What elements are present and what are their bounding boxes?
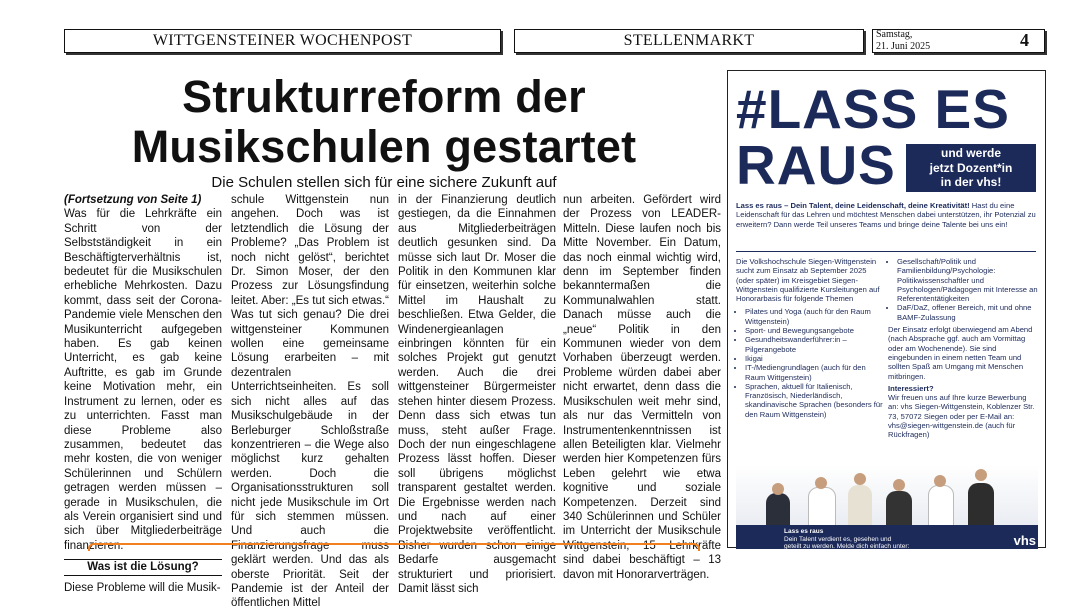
person-figure [928,485,954,527]
list-item: • IT-/Mediengrundlagen (auch für den Raum Wittgenstein) [745,363,884,382]
date-day: 21. Juni 2025 [876,41,931,52]
list-item: • Gesellschaft/Politik und Familienbildung/Psychologie: Politikwissenschaftler und Psychologen/Pädagogen mit Interesse an Referententätigkeiten [897,257,1038,303]
continuation-note: (Fortsetzung von Seite 1) [64,194,202,206]
ad-footer-line-2: Dein Talent verdient es, gesehen und [784,535,892,543]
list-item: • Pilates und Yoga (auch für den Raum Wittgenstein) [745,307,884,326]
list-item: • Sprachen, aktuell für Italienisch, Französisch, Niederländisch, skandinavische Sprachen (besonders für den Raum Wittgenstein) [745,382,884,419]
list-item: • Sport- und Bewegungsangebote [745,326,884,335]
headline-line-2: Musikschulen gestartet [131,121,637,172]
ad-tagline-box [906,144,1036,192]
ad-footer-line-1: Lass es raus [784,528,824,535]
article-column-4 [563,193,721,581]
paper-name: WITTGENSTEINER WOCHENPOST [64,29,501,53]
ad-left-list [736,307,884,419]
list-item: • Ikigai [745,354,884,363]
page-number: 4 [1020,30,1029,50]
ad-photo [736,465,1038,527]
person-figure [766,493,790,527]
ad-headline-line-2: RAUS [736,134,896,196]
column-1-text: Was für die Lehrkräfte ein Schritt von der Selbstständigkeit in ein Beschäftigterverhältnis ist, bedeutet für die Musikschulen erhebliche Mehrkosten. Dazu kommt, dass seit der Corona-Pandemie viele Menschen den Musikunterricht aufgegeben haben. Es gab keinen Unterricht, es gab keine Auftritte, es gab im Grunde keine Motivation mehr, ein Instrument zu lernen, oder es zu unterrichten. Fasst man diese Probleme also zusammen, bedeutet das mehr kosten, die von weniger Schülerinnen und Schülern getragen werden müssen – gerade in Musikschulen, die als Verein organisiert sind und sich über Mitgliederbeiträge finanzieren. [64,208,222,552]
ad-right-column [888,257,1038,440]
list-item: • DaF/DaZ, offener Bereich, mit und ohne BAMF-Zulassung [897,303,1038,322]
column-1-continuation: Diese Probleme will die Musik- [64,581,221,594]
person-head [934,475,946,487]
article-column-3 [398,193,556,595]
list-item: • Gesundheitswanderführer:in – Pilgerangebote [745,335,884,354]
ad-interested-label: Interessiert? [888,383,934,393]
ad-right-text: Der Einsatz erfolgt überwiegend am Abend (nach Absprache ggf. auch am Vormittag oder am Wochenende). Sie sind eingebunden in einem netten Team und sollten Spaß am Umgang mit Menschen mitbringen. [888,325,1033,381]
ad-intro-text: Hast du eine Leidenschaft für das Lehren und möchtest Menschen dabei unterstützen, ihr Potenzial zu erweitern? Dann werde Teil unseres Teams und bringe deine Talente bei uns ein! [736,201,1036,229]
ad-footer-line-3: geteilt zu werden. Melde dich einfach unter: [784,543,910,550]
ad-intro-bold: Lass es raus – Dein Talent, deine Leidenschaft, deine Kreativität! [736,201,970,210]
person-figure [886,491,912,527]
person-figure [968,483,994,527]
vhs-logo: vhs [1013,533,1036,548]
person-head [975,469,987,481]
ad-contact: Wir freuen uns auf Ihre kurze Bewerbung an: vhs Siegen-Wittgenstein, Koblenzer Str. 73, 57072 Siegen oder per E-Mail an: vhs@siegen-wittgenstein.de (auch für Rückfragen) [888,393,1035,440]
column-2-text: schule Wittgenstein nun angehen. Doch was ist letztendlich die Lösung der Probleme? „Das Problem ist noch nicht gelöst“, berichtet Dr. Simon Moser, der den Prozess zur Lösungsfindung leitet. Aber: „Es tut sich etwas.“ Was tut sich genau? Die drei wittgensteiner Kommunen wollen eine gemeinsame Lösung erarbeiten – mit dezentralen Unterrichtseinheiten. Es soll sich nicht alles auf das Musikschulgebäude in der Berleburger Schloßstraße konzentrieren – die Wege also möglichst kurz gehalten werden. Doch die Organisationsstrukturen soll nicht jede Musikschule im Ort für sich stemmen müssen. Und auch die Finanzierungsfrage muss geklärt werden. Und das als oberste Priorität. Seit der Pandemie ist der Anteil der öffentlichen Mittel [231,194,389,610]
article-column-1 [64,193,222,594]
person-head [854,473,866,485]
ad-divider [736,251,1036,252]
person-head [893,479,905,491]
subheading-rule-bottom [64,575,222,576]
ad-tagline-1: und werde [940,146,1001,160]
vhs-advertisement [727,70,1046,548]
ad-tagline-2: jetzt Dozent*in [929,160,1013,175]
person-head [815,477,827,489]
column-4-text: nun arbeiten. Gefördert wird der Prozess von LEADER-Mitteln. Diese laufen noch bis Mitte November. Ein Datum, das noch einmal wichtig wird, denn im September finden bekanntermaßen die Kommunalwahlen statt. Danach müsse auch die „neue“ Politik in den Kommunen wieder von dem Vorhaben überzeugt werden. Probleme würden dabei aber nicht erwartet, denn dass die Musikschulen weit mehr sind, als nur das Vermitteln von Instrumentenkenntnissen ist allen Beteiligten klar. Vielmehr werden hier Kompetenzen fürs Leben gelehrt wie etwa kognitive und soziale Kompetenzen. Derzeit sind 340 Schülerinnen und Schüler im Unterricht der Musikschule Wittgenstein, 15 Lehrkräfte sind dabei beschäftigt – 13 davon mit Honorarverträgen. [563,194,721,581]
subheading-rule-top [64,559,222,560]
ad-left-intro: Die Volkshochschule Siegen-Wittgenstein sucht zum Einsatz ab September 2025 (oder später) im Kreisgebiet Siegen-Wittgenstein qualifizierte Kursleitungen auf Honorarbasis für folgende Themen [736,257,880,304]
article-subheadline: Die Schulen stellen sich für eine sichere Zukunft auf [211,174,557,191]
article-headline [64,72,704,172]
subheading: Was ist die Lösung? [87,561,199,574]
ad-right-list [888,257,1038,322]
column-3-text: in der Finanzierung deutlich gestiegen, da die Einnahmen aus Mitgliederbeiträgen deutlich gesunken sind. Da müsse sich laut Dr. Moser die Politik in den Kommunen klar für einsetzen, weiterhin solche Mittel im Haushalt zu beschließen. Etwa Gelder, die Windenergieanlagen einbringen könnten für ein solches Projekt gut genutzt werden. Auch die drei wittgensteiner Bürgermeister stehen hinter diesem Prozess. Denn dass sich etwas tun muss, steht außer Frage. Doch der nun eingeschlagene Prozess lässt hoffen. Dieser soll übrigens möglichst transparent gestaltet werden. Die Ergebnisse werden nach und nach auf einer Projektwebsite veröffentlicht. Bisher wurden schon einige Bedarfe ausgemacht strukturiert und priorisiert. Damit lässt sich [398,194,556,595]
person-figure [848,485,872,527]
person-head [772,483,784,495]
headline-line-1: Strukturreform der [182,71,586,122]
person-figure [808,487,836,527]
next-article-frame [88,543,700,551]
ad-headline-line-1: #LASS ES [736,78,1010,140]
section-name: STELLENMARKT [514,29,864,53]
ad-tagline-3: in der vhs! [940,175,1002,189]
ad-left-column [736,257,884,419]
ad-intro [736,201,1036,229]
date-weekday: Samstag, [876,29,913,40]
ad-footer-band [736,525,1038,549]
article-column-2 [231,193,389,610]
